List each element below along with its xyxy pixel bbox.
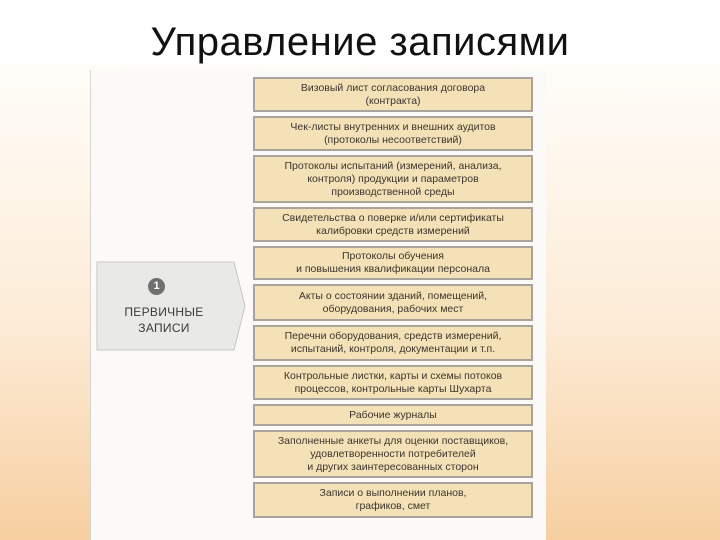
step-number-badge: 1 [148, 278, 165, 295]
record-box-training-protocols: Протоколы обучения и повышения квалификации персонала [253, 246, 533, 280]
record-box-plan-execution: Записи о выполнении планов, графиков, смет [253, 482, 533, 518]
record-box-survey-forms: Заполненные анкеты для оценки поставщиков, удовлетворенности потребителей и других заинтересованных сторон [253, 430, 533, 478]
record-box-test-protocols: Протоколы испытаний (измерений, анализа, контроля) продукции и параметров производственной среды [253, 155, 533, 203]
record-box-equipment-lists: Перечни оборудования, средств измерений, испытаний, контроля, документации и т.п. [253, 325, 533, 361]
slide-title: Управление записями [150, 20, 570, 64]
record-box-calibration-certificates: Свидетельства о поверке и/или сертификаты калибровки средств измерений [253, 207, 533, 242]
record-box-facility-acts: Акты о состоянии зданий, помещений, оборудования, рабочих мест [253, 284, 533, 321]
primary-records-label: ПЕРВИЧНЫЕ ЗАПИСИ [124, 305, 204, 335]
record-box-approval-sheet: Визовый лист согласования договора (контракта) [253, 77, 533, 112]
records-list [253, 77, 533, 522]
record-box-work-logs: Рабочие журналы [253, 404, 533, 426]
record-box-control-charts: Контрольные листки, карты и схемы потоков процессов, контрольные карты Шухарта [253, 365, 533, 400]
record-box-audit-checklists: Чек-листы внутренних и внешних аудитов (протоколы несоответствий) [253, 116, 533, 151]
